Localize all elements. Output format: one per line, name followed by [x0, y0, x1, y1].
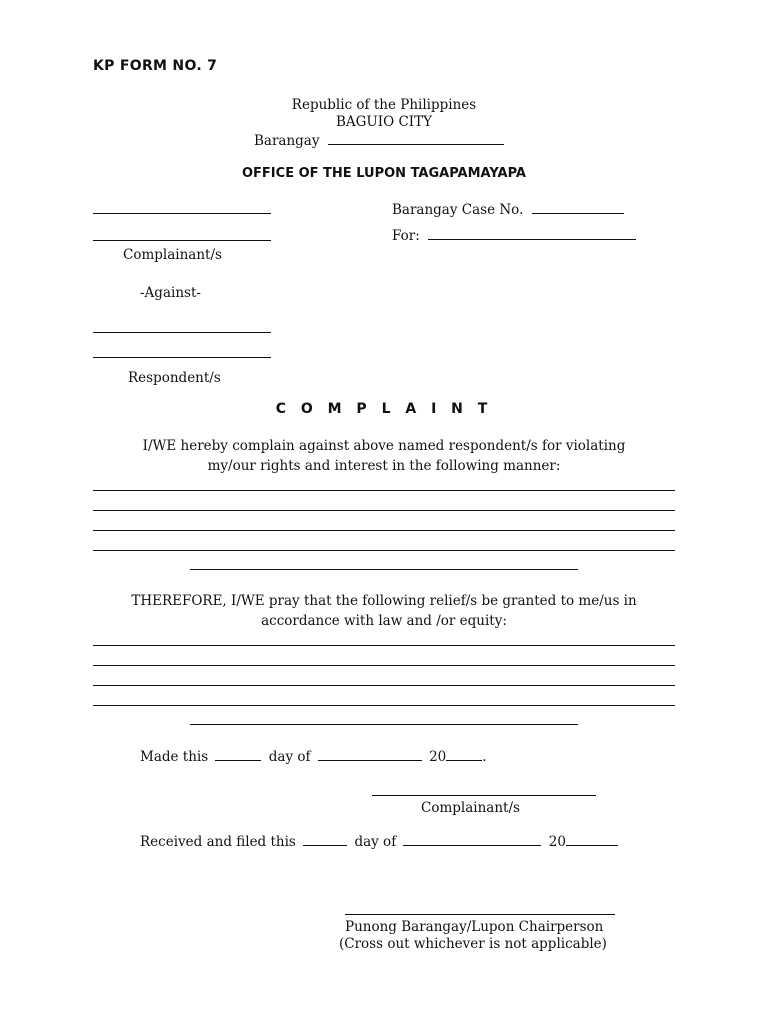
complaint-line[interactable] — [93, 510, 675, 511]
chairperson-signature-line[interactable] — [345, 914, 615, 915]
made-day-field[interactable] — [215, 748, 261, 761]
relief-line[interactable] — [93, 705, 675, 706]
complaint-line[interactable] — [93, 490, 675, 491]
barangay-row — [254, 132, 504, 149]
complaint-line[interactable] — [93, 530, 675, 531]
relief-line[interactable] — [93, 645, 675, 646]
made-year-prefix: 20 — [429, 749, 447, 765]
received-row — [140, 833, 618, 850]
made-end: . — [482, 749, 487, 765]
complaint-intro-line2: my/our rights and interest in the following manner: — [207, 458, 561, 474]
relief-line[interactable] — [93, 685, 675, 686]
complaint-intro-line1: I/WE hereby complain against above named respondent/s for violating — [142, 438, 626, 454]
received-day-field[interactable] — [303, 833, 347, 846]
relief-intro-line2: accordance with law and /or equity: — [261, 613, 507, 629]
for-label: For: — [392, 228, 420, 244]
respondent-label: Respondent/s — [128, 370, 221, 386]
complainant-field-1[interactable] — [93, 213, 271, 214]
complaint-line[interactable] — [93, 550, 675, 551]
made-this-row — [140, 748, 487, 765]
case-no-field[interactable] — [532, 201, 624, 214]
respondent-field-1[interactable] — [93, 332, 271, 333]
relief-line[interactable] — [93, 665, 675, 666]
form-number: KP FORM NO. 7 — [93, 58, 218, 74]
relief-line-short[interactable] — [190, 724, 578, 725]
against-text: -Against- — [140, 285, 201, 301]
for-row — [392, 227, 636, 244]
complaint-title: C O M P L A I N T — [275, 401, 493, 417]
received-year-field[interactable] — [566, 833, 618, 846]
received-day-of-label: day of — [354, 834, 397, 850]
cross-out-note: (Cross out whichever is not applicable) — [339, 936, 607, 952]
received-year-prefix: 20 — [548, 834, 566, 850]
complainant-field-2[interactable] — [93, 240, 271, 241]
complaint-line-short[interactable] — [190, 569, 578, 570]
case-no-label: Barangay Case No. — [392, 202, 524, 218]
made-day-of-label: day of — [268, 749, 311, 765]
city-text: BAGUIO CITY — [335, 114, 433, 130]
relief-intro-line1: THEREFORE, I/WE pray that the following relief/s be granted to me/us in — [131, 593, 637, 609]
received-month-field[interactable] — [403, 833, 541, 846]
for-field[interactable] — [428, 227, 636, 240]
barangay-field[interactable] — [328, 132, 504, 145]
complainant-signature-line[interactable] — [372, 795, 596, 796]
received-label: Received and filed this — [140, 834, 296, 850]
made-this-label: Made this — [140, 749, 209, 765]
office-title: OFFICE OF THE LUPON TAGAPAMAYAPA — [242, 166, 526, 181]
made-year-field[interactable] — [446, 748, 482, 761]
barangay-label: Barangay — [254, 133, 320, 149]
complainant-label: Complainant/s — [123, 247, 222, 263]
republic-text: Republic of the Philippines — [291, 97, 477, 113]
made-month-field[interactable] — [318, 748, 422, 761]
respondent-field-2[interactable] — [93, 357, 271, 358]
complainant-signature-label: Complainant/s — [421, 800, 520, 816]
case-no-row — [392, 201, 624, 218]
chairperson-title: Punong Barangay/Lupon Chairperson — [345, 919, 604, 935]
